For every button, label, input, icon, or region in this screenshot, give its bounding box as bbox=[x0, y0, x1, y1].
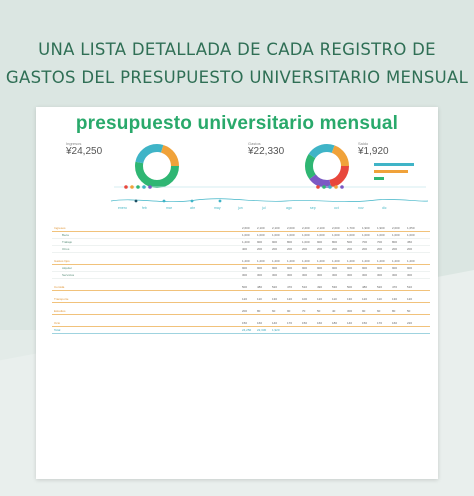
table-cell: 110 bbox=[257, 297, 262, 301]
table-cell: 2,000 bbox=[392, 226, 400, 230]
timeline-month-label: may bbox=[214, 206, 221, 210]
kpi-expense-value: ¥22,330 bbox=[248, 146, 285, 157]
row-label: Ocio bbox=[54, 321, 61, 325]
timeline-month-label: nov bbox=[358, 206, 364, 210]
table-cell: 300 bbox=[332, 273, 338, 277]
kpi-income-value: ¥24,250 bbox=[66, 146, 103, 157]
table-cell: 1,200 bbox=[377, 259, 385, 263]
table-cell: 1,000 bbox=[272, 233, 280, 237]
table-cell: 2,000 bbox=[332, 226, 340, 230]
timeline-month-label: abr bbox=[190, 206, 196, 210]
sheet-title: presupuesto universitario mensual bbox=[75, 113, 399, 134]
table-cell: 200 bbox=[332, 247, 338, 251]
table-cell: 300 bbox=[377, 273, 383, 277]
table-cell: 1,200 bbox=[392, 259, 400, 263]
table-cell: 1,000 bbox=[407, 233, 415, 237]
table-row bbox=[52, 297, 430, 303]
table-cell: 80 bbox=[257, 309, 261, 313]
table-cell: 900 bbox=[257, 240, 263, 244]
timeline-trend-line bbox=[111, 199, 428, 202]
timeline-month-label: jul bbox=[262, 206, 266, 210]
table-cell: 1,000 bbox=[287, 233, 295, 237]
table-cell: 1,000 bbox=[392, 233, 400, 237]
table-cell: 110 bbox=[332, 297, 337, 301]
table-cell: 140 bbox=[272, 321, 278, 325]
table-cell: 480 bbox=[257, 285, 263, 289]
table-cell: 180 bbox=[332, 321, 338, 325]
table-cell: 800 bbox=[332, 240, 338, 244]
table-cell: 1,000 bbox=[317, 233, 325, 237]
table-cell: 1,200 bbox=[362, 259, 370, 263]
table-cell: 150 bbox=[302, 321, 308, 325]
table-cell: 510 bbox=[407, 285, 413, 289]
table-cell: 1,000 bbox=[377, 233, 385, 237]
table-cell: 510 bbox=[302, 285, 308, 289]
headline-line-2: GASTOS DEL PRESUPUESTO UNIVERSITARIO MENSUAL bbox=[5, 68, 469, 87]
table-cell: 300 bbox=[257, 273, 263, 277]
table-cell: 2,100 bbox=[257, 226, 265, 230]
table-cell: 60 bbox=[377, 309, 381, 313]
table-cell: 900 bbox=[287, 266, 293, 270]
table-cell: 490 bbox=[317, 285, 323, 289]
table-row bbox=[52, 259, 430, 265]
timeline-month-label: oct bbox=[334, 206, 339, 210]
table-cell: 200 bbox=[302, 247, 308, 251]
bar-expense bbox=[374, 170, 408, 173]
table-row bbox=[52, 309, 430, 315]
table-cell: 900 bbox=[272, 240, 278, 244]
table-cell: 300 bbox=[407, 273, 413, 277]
row-label: Otros bbox=[62, 247, 70, 251]
table-cell: 1,900 bbox=[362, 226, 370, 230]
kpi-income-label: Ingresos bbox=[66, 141, 82, 146]
table-cell: 22,330 bbox=[257, 328, 267, 332]
table-cell: 1,200 bbox=[302, 259, 310, 263]
table-row bbox=[52, 285, 430, 291]
table-cell: 300 bbox=[302, 273, 308, 277]
row-label: Gastos fijos bbox=[54, 259, 70, 263]
table-cell: 1,000 bbox=[302, 240, 310, 244]
table-cell: 300 bbox=[317, 273, 323, 277]
table-cell: 2,100 bbox=[272, 226, 280, 230]
table-cell: 160 bbox=[257, 321, 263, 325]
table-cell: 1,200 bbox=[242, 240, 250, 244]
marker bbox=[163, 200, 166, 203]
row-label: Beca bbox=[62, 233, 69, 237]
dot bbox=[142, 185, 146, 189]
kpi-balance-label: Saldo bbox=[358, 141, 369, 146]
table-cell: 400 bbox=[242, 247, 248, 251]
table-cell: 120 bbox=[362, 297, 368, 301]
table-cell: 1,900 bbox=[377, 226, 385, 230]
table-cell: 200 bbox=[392, 247, 398, 251]
table-cell: 520 bbox=[272, 285, 278, 289]
timeline-month-label: sep bbox=[310, 206, 316, 210]
marker bbox=[191, 200, 194, 203]
dot bbox=[328, 185, 332, 189]
table-cell: 530 bbox=[332, 285, 338, 289]
table-cell: 90 bbox=[362, 309, 366, 313]
table-cell: 1,000 bbox=[302, 233, 310, 237]
table-row bbox=[52, 233, 430, 239]
table-cell: 130 bbox=[272, 297, 278, 301]
table-cell: 50 bbox=[317, 309, 321, 313]
table-cell: 200 bbox=[362, 247, 368, 251]
table-cell: 80 bbox=[392, 309, 396, 313]
table-cell: 1,000 bbox=[257, 233, 265, 237]
table-cell: 150 bbox=[362, 321, 368, 325]
bar-income bbox=[374, 163, 414, 166]
timeline-month-label: jun bbox=[238, 206, 243, 210]
table-cell: 120 bbox=[242, 297, 248, 301]
table-cell: 900 bbox=[407, 266, 413, 270]
row-label: Servicios bbox=[62, 273, 75, 277]
table-cell: 110 bbox=[377, 297, 382, 301]
table-cell: 120 bbox=[287, 297, 293, 301]
row-label: Transporte bbox=[54, 297, 69, 301]
table-cell: 170 bbox=[377, 321, 383, 325]
dot bbox=[124, 185, 128, 189]
table-cell: 2,100 bbox=[317, 226, 325, 230]
table-cell: 470 bbox=[392, 285, 398, 289]
monthly-timeline bbox=[106, 179, 436, 215]
table-cell: 900 bbox=[317, 266, 323, 270]
marker bbox=[219, 200, 222, 203]
table-cell: 70 bbox=[302, 309, 306, 313]
row-label: Alquiler bbox=[62, 266, 73, 270]
table-cell: 300 bbox=[287, 273, 293, 277]
table-cell: 1,650 bbox=[407, 226, 415, 230]
table-cell: 2,000 bbox=[287, 226, 295, 230]
table-cell: 160 bbox=[317, 321, 323, 325]
table-cell: 200 bbox=[272, 247, 278, 251]
dot bbox=[316, 185, 320, 189]
table-cell: 300 bbox=[347, 309, 353, 313]
table-cell: 150 bbox=[242, 321, 248, 325]
table-cell: 900 bbox=[347, 266, 353, 270]
row-label: Total bbox=[54, 328, 61, 332]
table-cell: 220 bbox=[407, 321, 413, 325]
dot bbox=[340, 185, 344, 189]
table-cell: 1,200 bbox=[332, 259, 340, 263]
table-cell: 500 bbox=[242, 285, 248, 289]
table-cell: 40 bbox=[332, 309, 336, 313]
spreadsheet-preview bbox=[36, 107, 438, 479]
table-row bbox=[52, 240, 430, 246]
table-cell: 450 bbox=[407, 240, 413, 244]
table-cell: 120 bbox=[317, 297, 323, 301]
table-cell: 900 bbox=[362, 266, 368, 270]
table-cell: 130 bbox=[392, 297, 398, 301]
table-cell: 200 bbox=[347, 247, 353, 251]
row-label: Comida bbox=[54, 285, 65, 289]
table-cell: 800 bbox=[392, 240, 398, 244]
table-cell: 500 bbox=[347, 240, 353, 244]
table-cell: 1,000 bbox=[362, 233, 370, 237]
table-cell: 700 bbox=[377, 240, 383, 244]
table-cell: 1,200 bbox=[242, 259, 250, 263]
table-cell: 1,000 bbox=[332, 233, 340, 237]
table-row bbox=[52, 266, 430, 272]
table-cell: 480 bbox=[362, 285, 368, 289]
table-cell: 900 bbox=[377, 266, 383, 270]
table-cell: 900 bbox=[302, 266, 308, 270]
table-cell: 140 bbox=[347, 321, 353, 325]
table-cell: 1,700 bbox=[347, 226, 355, 230]
page-headline bbox=[0, 36, 474, 92]
timeline-month-label: mar bbox=[166, 206, 173, 210]
table-row bbox=[52, 226, 430, 232]
dot bbox=[136, 185, 140, 189]
table-cell: 1,000 bbox=[242, 233, 250, 237]
table-cell: 300 bbox=[272, 273, 278, 277]
table-cell: 2,200 bbox=[302, 226, 310, 230]
table-cell: 100 bbox=[302, 297, 308, 301]
marker bbox=[135, 200, 138, 203]
timeline-month-label: dic bbox=[382, 206, 387, 210]
kpi-expense-label: Gastos bbox=[248, 141, 261, 146]
table-cell: 900 bbox=[332, 266, 338, 270]
table-cell: 900 bbox=[257, 266, 263, 270]
table-row bbox=[52, 247, 430, 253]
dot bbox=[322, 185, 326, 189]
kpi-balance-value: ¥1,920 bbox=[358, 146, 389, 157]
table-cell: 900 bbox=[272, 266, 278, 270]
table-cell: 60 bbox=[272, 309, 276, 313]
table-cell: 1,000 bbox=[347, 233, 355, 237]
table-cell: 300 bbox=[347, 273, 353, 277]
row-label: Estudios bbox=[54, 309, 66, 313]
table-cell: 1,200 bbox=[272, 259, 280, 263]
dot bbox=[334, 185, 338, 189]
table-cell: 300 bbox=[242, 273, 248, 277]
table-cell: 130 bbox=[347, 297, 353, 301]
table-cell: 1,200 bbox=[287, 259, 295, 263]
table-cell: 170 bbox=[287, 321, 293, 325]
table-cell: 50 bbox=[407, 309, 411, 313]
table-cell: 160 bbox=[392, 321, 398, 325]
table-cell: 900 bbox=[317, 240, 323, 244]
table-cell: 900 bbox=[242, 266, 248, 270]
table-cell: 200 bbox=[407, 247, 413, 251]
headline-line-1: UNA LISTA DETALLADA DE CADA REGISTRO DE bbox=[38, 40, 436, 59]
table-cell: 2,600 bbox=[242, 226, 250, 230]
table-cell: 700 bbox=[362, 240, 368, 244]
table-cell: 200 bbox=[257, 247, 263, 251]
dot bbox=[130, 185, 134, 189]
timeline-month-label: ago bbox=[286, 206, 292, 210]
timeline-month-label: feb bbox=[142, 206, 147, 210]
table-cell: 300 bbox=[392, 273, 398, 277]
table-cell: 200 bbox=[287, 247, 293, 251]
table-cell: 470 bbox=[287, 285, 293, 289]
table-cell: 1,920 bbox=[272, 328, 280, 332]
timeline-month-label: enero bbox=[118, 206, 127, 210]
timeline-markers bbox=[135, 200, 222, 203]
table-cell: 24,250 bbox=[242, 328, 252, 332]
table-row bbox=[52, 328, 430, 334]
table-cell: 90 bbox=[287, 309, 291, 313]
table-cell: 1,200 bbox=[407, 259, 415, 263]
row-label: Ingresos bbox=[54, 226, 66, 230]
table-cell: 520 bbox=[377, 285, 383, 289]
table-cell: 200 bbox=[377, 247, 383, 251]
table-cell: 900 bbox=[392, 266, 398, 270]
table-row bbox=[52, 321, 430, 327]
table-cell: 120 bbox=[407, 297, 413, 301]
table-cell: 1,200 bbox=[257, 259, 265, 263]
table-cell: 200 bbox=[242, 309, 248, 313]
table-cell: 200 bbox=[317, 247, 323, 251]
row-label: Trabajo bbox=[62, 240, 73, 244]
table-cell: 800 bbox=[287, 240, 293, 244]
dot bbox=[148, 185, 152, 189]
table-row bbox=[52, 273, 430, 279]
table-cell: 1,200 bbox=[317, 259, 325, 263]
table-cell: 300 bbox=[362, 273, 368, 277]
table-cell: 1,200 bbox=[347, 259, 355, 263]
table-cell: 500 bbox=[347, 285, 353, 289]
